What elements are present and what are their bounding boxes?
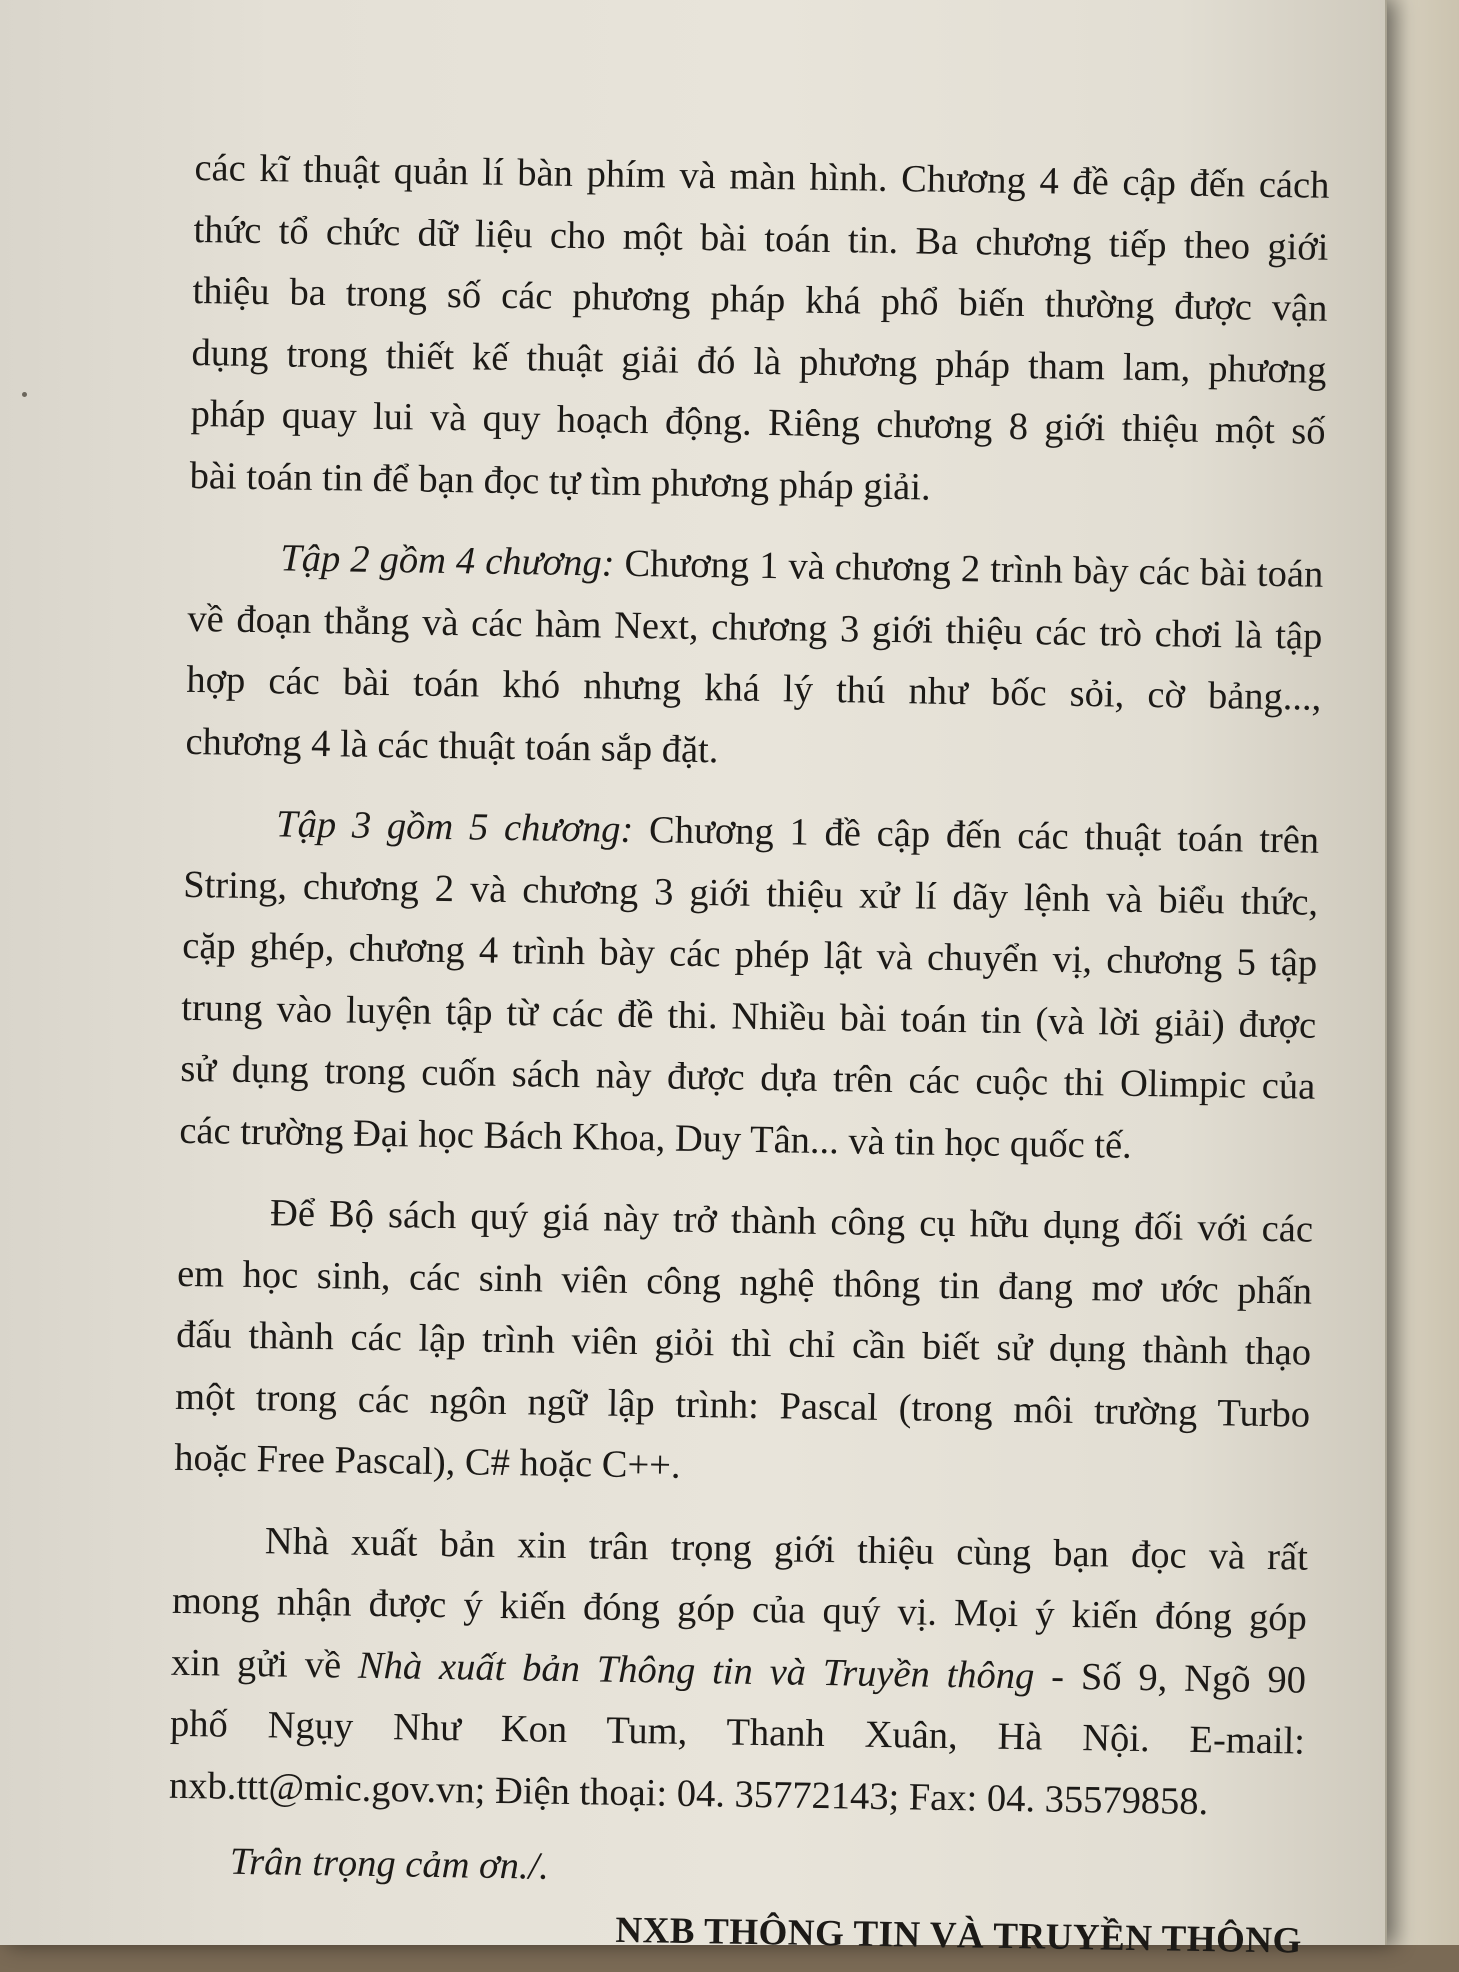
text-run: Chương 1 và chương 2 trình bày các bài toán xyxy=(614,542,1324,596)
text-line: một trong các ngôn ngữ lập trình: Pascal (trong môi trường Turbo xyxy=(174,1375,1311,1436)
text-line: đấu thành các lập trình viên giỏi thì chỉ cần biết sử dụng thành thạo xyxy=(175,1313,1312,1374)
paragraph-purpose xyxy=(174,1182,1314,1507)
text-line: bài toán tin để bạn đọc tự tìm phương pháp giải. xyxy=(189,454,931,509)
text-line: Để Bộ sách quý giá này trở thành công cụ hữu dụng đối với các xyxy=(269,1192,1314,1251)
text-line: hợp các bài toán khó nhưng khá lý thú như bốc sỏi, cờ bảng..., xyxy=(186,658,1322,719)
text-line: về đoạn thẳng và các hàm Next, chương 3 giới thiệu các trò chơi là tập xyxy=(187,597,1323,658)
publisher-signature: NXB THÔNG TIN VÀ TRUYỀN THÔNG xyxy=(615,1909,1303,1962)
text-line: các kĩ thuật quản lí bàn phím và màn hình. Chương 4 đề cập đến cách xyxy=(194,146,1330,207)
text-line: phố Ngụy Như Kon Tum, Thanh Xuân, Hà Nội. E-mail: xyxy=(169,1702,1306,1763)
text-line: mong nhận được ý kiến đóng góp của quý vị. Mọi ý kiến đóng góp xyxy=(171,1579,1308,1640)
page-text xyxy=(166,138,1329,1972)
closing-line: Trân trọng cảm ơn./. xyxy=(229,1840,550,1888)
text-line: thiệu ba trong số các phương pháp khá phổ biến thường được vận xyxy=(192,269,1328,330)
text-line: pháp quay lui và quy hoạch động. Riêng chương 8 giới thiệu một số xyxy=(190,392,1326,453)
contact-line: nxb.ttt@mic.gov.vn; Điện thoại: 04. 35772143; Fax: 04. 35579858. xyxy=(168,1764,1209,1823)
text-line: String, chương 2 và chương 3 giới thiệu xử lí dãy lệnh và biểu thức, xyxy=(182,863,1319,924)
text-line: cặp ghép, chương 4 trình bày các phép lật và chuyển vị, chương 5 tập xyxy=(181,924,1318,985)
text-line: em học sinh, các sinh viên công nghệ thông tin đang mơ ước phấn xyxy=(176,1252,1313,1313)
text-line: các trường Đại học Bách Khoa, Duy Tân... và tin học quốc tế. xyxy=(179,1109,1133,1167)
text-line: hoặc Free Pascal), C# hoặc C++. xyxy=(173,1436,681,1487)
text-line: trung vào luyện tập từ các đề thi. Nhiều bài toán tin (và lời giải) được xyxy=(181,986,1317,1047)
text-line: chương 4 là các thuật toán sắp đặt. xyxy=(185,720,719,771)
paragraph-volume-3 xyxy=(179,793,1320,1180)
paragraph-contact xyxy=(169,1509,1309,1834)
volume-3-lead: Tập 3 gồm 5 chương: xyxy=(275,803,634,851)
text-run: - Số 9, Ngõ 90 xyxy=(1034,1654,1307,1702)
text-line: thức tổ chức dữ liệu cho một bài toán tin. Ba chương tiếp theo giới xyxy=(193,208,1329,269)
paragraph-volume-2 xyxy=(185,527,1324,791)
text-run: Chương 1 đề cập đến các thuật toán trên xyxy=(632,808,1320,862)
paper-speck xyxy=(22,392,27,397)
paragraph-intro-continued xyxy=(189,138,1330,525)
publisher-name: Nhà xuất bản Thông tin và Truyền thông xyxy=(357,1644,1035,1697)
text-line: sử dụng trong cuốn sách này được dựa trên các cuộc thi Olimpic của xyxy=(180,1047,1316,1108)
text-line: dụng trong thiết kế thuật giải đó là phương pháp tham lam, phương xyxy=(191,331,1327,392)
volume-2-lead: Tập 2 gồm 4 chương: xyxy=(280,537,615,585)
text-run: xin gửi về xyxy=(170,1641,359,1687)
text-line: Nhà xuất bản xin trân trọng giới thiệu cùng bạn đọc và rất xyxy=(264,1519,1309,1579)
